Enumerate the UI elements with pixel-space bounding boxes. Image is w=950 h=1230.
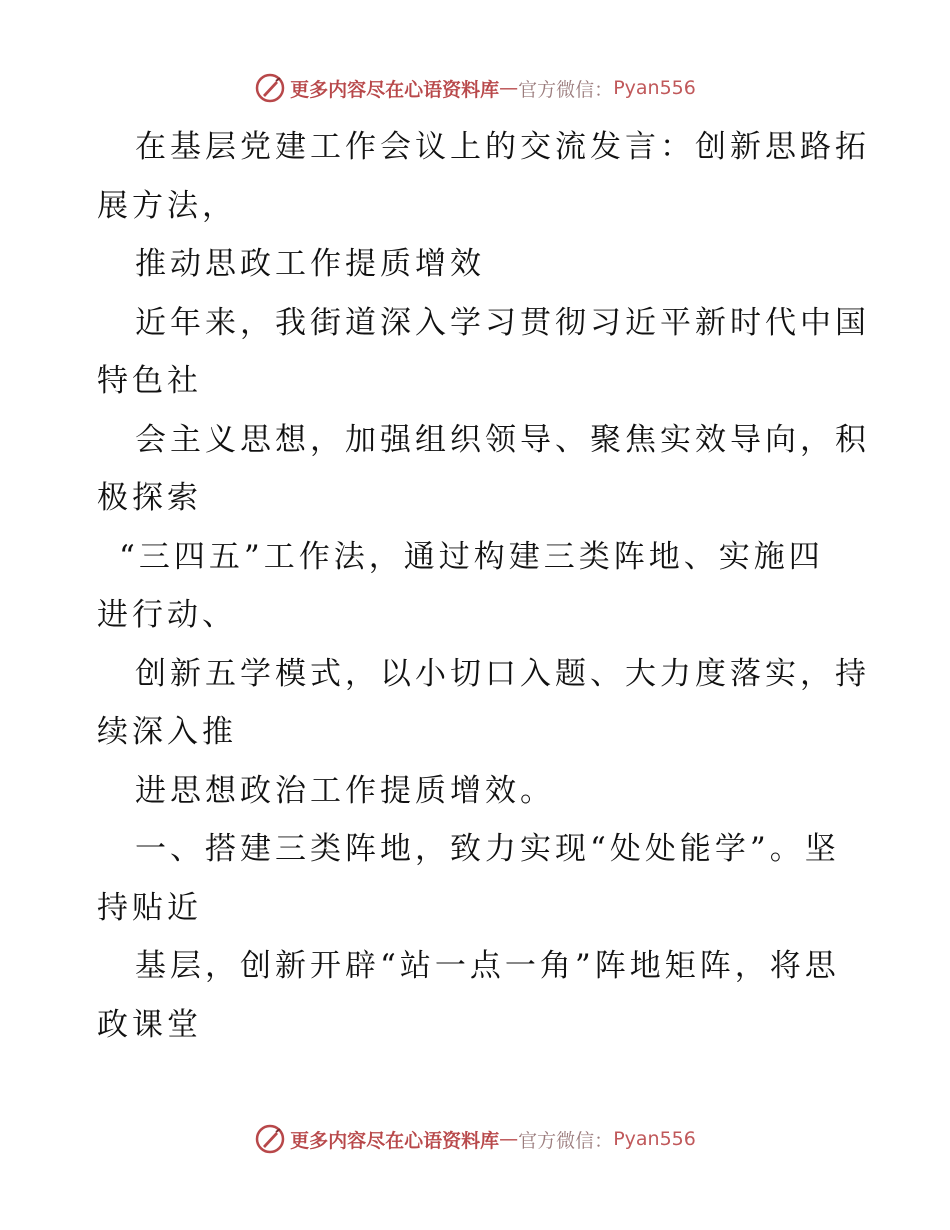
text-line-5: 特色社 — [97, 363, 202, 399]
text-line-3: 推动思政工作提质增效 — [135, 246, 485, 282]
text-line-9: 进行动、 — [97, 597, 237, 633]
footer-watermark — [0, 1119, 950, 1159]
text-line-16: 政课堂 — [97, 1006, 202, 1043]
document-body — [97, 118, 870, 1054]
text-line-14: 持贴近 — [97, 889, 202, 926]
watermark-dash: — — [499, 77, 519, 99]
watermark-dash: — — [499, 1128, 519, 1150]
text-line-4: 近年来，我街道深入学习贯彻习近平新时代中国 — [135, 304, 870, 341]
watermark-brand: 更多内容尽在心语资料库 — [290, 78, 500, 101]
text-line-1: 在基层党建工作会议上的交流发言：创新思路拓 — [135, 129, 870, 165]
watermark-brand: 更多内容尽在心语资料库 — [290, 1129, 500, 1152]
text-line-6: 会主义思想，加强组织领导、聚焦实效导向，积 — [135, 421, 870, 458]
watermark-label: 官方微信： — [518, 78, 614, 101]
text-line-8: “三四五”工作法，通过构建三类阵地、实施四 — [119, 538, 824, 575]
text-line-15: 基层，创新开辟“站一点一角”阵地矩阵，将思 — [135, 948, 840, 984]
text-line-13: 一、搭建三类阵地，致力实现“处处能学”。坚 — [135, 831, 840, 867]
watermark-id: Pyan556 — [613, 1128, 696, 1150]
watermark-label: 官方微信： — [518, 1129, 614, 1152]
quill-logo-icon — [254, 72, 286, 104]
text-line-2: 展方法， — [97, 187, 237, 224]
watermark-id: Pyan556 — [613, 77, 696, 99]
quill-logo-icon — [254, 1123, 286, 1155]
text-line-11: 续深入推 — [97, 714, 237, 750]
header-watermark — [0, 68, 950, 108]
text-line-10: 创新五学模式，以小切口入题、大力度落实，持 — [135, 655, 870, 692]
text-line-12: 进思想政治工作提质增效。 — [135, 772, 555, 809]
text-line-7: 极探索 — [97, 480, 202, 516]
